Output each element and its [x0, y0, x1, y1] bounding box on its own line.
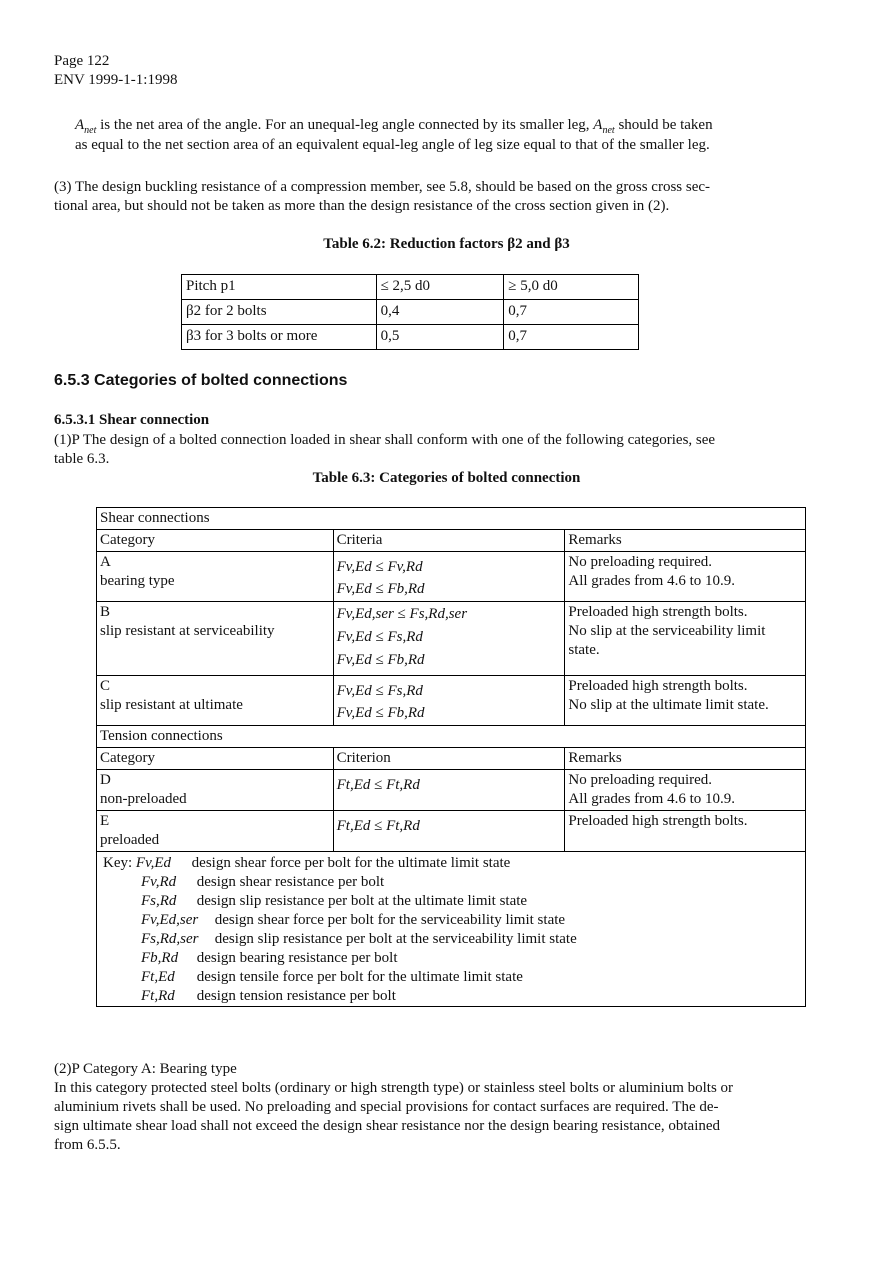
para2-line-3: sign ultimate shear load shall not exceed the design shear resistance nor the design bearing resistance, obtained [54, 1118, 721, 1134]
criterion: Fv,Ed ≤ Fv,Rd [336, 559, 423, 575]
para2-line-4: from 6.5.5. [54, 1137, 121, 1153]
table-6-2 [181, 274, 639, 350]
table-cell: ≥ 5,0 d0 [504, 275, 639, 300]
table-cell [333, 676, 565, 726]
standard-id: ENV 1999-1-1:1998 [54, 72, 178, 88]
key-row: Key: Fv,Ed design shear force per bolt for the ultimate limit state [103, 855, 511, 871]
criterion: Fv,Ed ≤ Fb,Rd [336, 652, 425, 668]
table-cell: E preloaded [97, 811, 334, 852]
table-6-3-caption: Table 6.3: Categories of bolted connection [312, 470, 581, 486]
subsection-heading: 6.5.3.1 Shear connection [54, 412, 210, 428]
table-cell: Remarks [565, 748, 806, 770]
table-cell: B slip resistant at serviceability [97, 602, 334, 676]
table-row [97, 748, 806, 770]
para2-line-1: In this category protected steel bolts (ordinary or high strength type) or stainless steel bolts or aluminium bolts or [54, 1080, 734, 1096]
table-row [97, 770, 806, 811]
table-cell: Preloaded high strength bolts. No slip at the ultimate limit state. [565, 676, 806, 726]
table-row [182, 275, 639, 300]
criterion: Fv,Ed ≤ Fb,Rd [336, 705, 425, 721]
table-row [97, 811, 806, 852]
table-cell: ≤ 2,5 d0 [376, 275, 504, 300]
table-cell: Criteria [333, 530, 565, 552]
table-cell: Shear connections [97, 508, 806, 530]
table-cell: Tension connections [97, 726, 806, 748]
table-6-3 [96, 507, 806, 1007]
table-row [182, 325, 639, 350]
table-cell [333, 602, 565, 676]
key-row: Fs,Rd,ser design slip resistance per bolt at the serviceability limit state [141, 931, 577, 947]
table-cell: β2 for 2 bolts [182, 300, 377, 325]
key-row: Fv,Rd design shear resistance per bolt [141, 874, 385, 890]
table-row [182, 300, 639, 325]
criterion: Fv,Ed ≤ Fs,Rd [336, 683, 423, 699]
table-cell: Pitch p1 [182, 275, 377, 300]
key-row: Fs,Rd design slip resistance per bolt at the ultimate limit state [141, 893, 528, 909]
key-row: Fb,Rd design bearing resistance per bolt [141, 950, 398, 966]
table-row [97, 676, 806, 726]
key-row: Ft,Ed design tensile force per bolt for the ultimate limit state [141, 969, 523, 985]
table-cell: Criterion [333, 748, 565, 770]
anet-symbol: $A_{net}$ [75, 117, 97, 136]
para3-line-2: tional area, but should not be taken as more than the design resistance of the cross section given in (2). [54, 198, 670, 214]
intro-line-2: as equal to the net section area of an equivalent equal-leg angle of leg size equal to that of the smaller leg. [75, 137, 710, 153]
table-cell: Category [97, 530, 334, 552]
section-para-line-1: (1)P The design of a bolted connection loaded in shear shall conform with one of the following categories, see [54, 432, 716, 448]
para3-line-1: (3) The design buckling resistance of a compression member, see 5.8, should be based on the gross cross sec- [54, 179, 711, 195]
table-row [97, 552, 806, 602]
table-cell: 0,7 [504, 300, 639, 325]
table-row [97, 726, 806, 748]
intro-line-1: $A_{net}$ is the net area of the angle. For an unequal-leg angle connected by its smaller leg, $A_{net}$ should be taken [75, 117, 713, 136]
table-cell: Preloaded high strength bolts. [565, 811, 806, 852]
criterion: Ft,Ed ≤ Ft,Rd [336, 777, 420, 793]
page-number: Page 122 [54, 53, 110, 69]
section-para-line-2: table 6.3. [54, 451, 110, 467]
table-cell: C slip resistant at ultimate [97, 676, 334, 726]
table-cell: β3 for 3 bolts or more [182, 325, 377, 350]
table-row [97, 530, 806, 552]
table-6-2-caption: Table 6.2: Reduction factors β2 and β3 [323, 236, 570, 252]
anet-symbol-2: $A_{net}$ [593, 117, 615, 136]
section-heading: 6.5.3 Categories of bolted connections [54, 372, 348, 389]
table-cell: No preloading required. All grades from 4.6 to 10.9. [565, 552, 806, 602]
table-cell: 0,4 [376, 300, 504, 325]
table-row [97, 852, 806, 1007]
para2-line-2: aluminium rivets shall be used. No preloading and special provisions for contact surfaces are required. The de- [54, 1099, 719, 1115]
table-row [97, 602, 806, 676]
table-cell: D non-preloaded [97, 770, 334, 811]
criterion: Ft,Ed ≤ Ft,Rd [336, 818, 420, 834]
key-cell [97, 852, 806, 1007]
criterion: Fv,Ed ≤ Fs,Rd [336, 629, 423, 645]
table-row [97, 508, 806, 530]
table-cell: 0,7 [504, 325, 639, 350]
table-cell: A bearing type [97, 552, 334, 602]
table-cell [333, 552, 565, 602]
table-cell [333, 770, 565, 811]
table-cell: Preloaded high strength bolts. No slip at the serviceability limit state. [565, 602, 806, 676]
table-cell [333, 811, 565, 852]
table-cell: No preloading required. All grades from 4.6 to 10.9. [565, 770, 806, 811]
criterion: Fv,Ed,ser ≤ Fs,Rd,ser [336, 606, 468, 622]
key-row: Fv,Ed,ser design shear force per bolt for the serviceability limit state [141, 912, 566, 928]
table-cell: Category [97, 748, 334, 770]
table-cell: Remarks [565, 530, 806, 552]
table-cell: 0,5 [376, 325, 504, 350]
para2-title: (2)P Category A: Bearing type [54, 1061, 237, 1077]
criterion: Fv,Ed ≤ Fb,Rd [336, 581, 425, 597]
key-row: Ft,Rd design tension resistance per bolt [141, 988, 396, 1004]
